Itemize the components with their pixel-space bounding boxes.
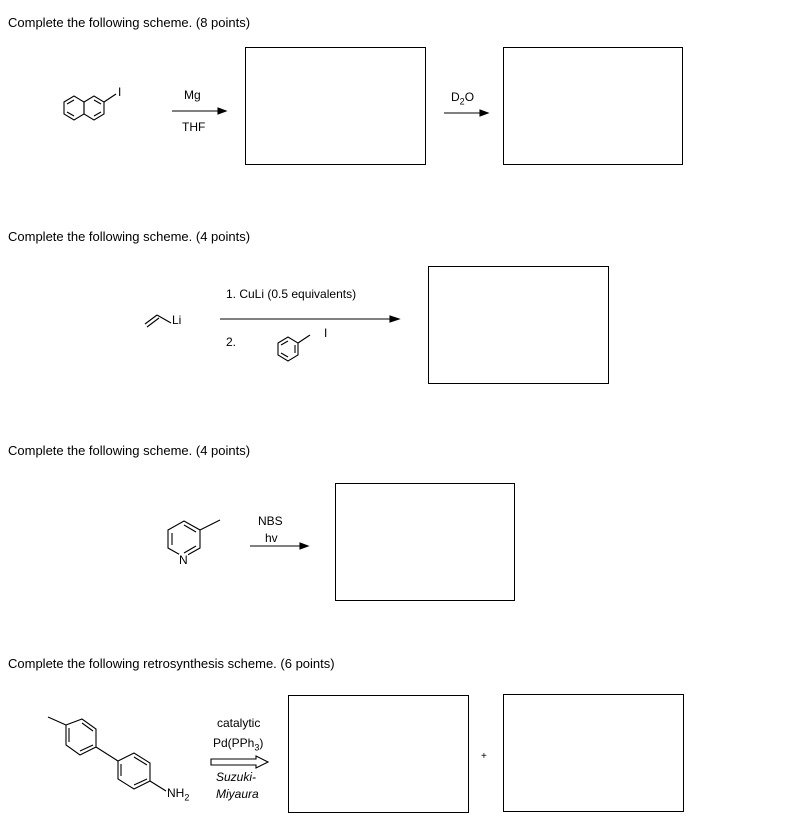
- reaction-arrow-1: [170, 106, 230, 116]
- reagent-hv: hv: [265, 531, 278, 545]
- named-reaction-line-2: Miyaura: [216, 787, 259, 801]
- methylpyridine-structure: [160, 508, 230, 578]
- reaction-arrow-3: [218, 314, 403, 324]
- problem-4-heading: Complete the following retrosynthesis scheme. (6 points): [8, 656, 335, 671]
- answer-box-1b[interactable]: [503, 47, 683, 165]
- reaction-arrow-4: [248, 541, 313, 551]
- condition-catalyst: Pd(PPh$_3$): [213, 736, 264, 753]
- iodine-label: I: [118, 85, 122, 99]
- named-reaction-line-1: Suzuki-: [216, 770, 257, 784]
- condition-catalytic: catalytic: [217, 716, 261, 730]
- retrosynthesis-arrow: [208, 755, 273, 769]
- answer-box-3[interactable]: [335, 483, 515, 601]
- iodobenzene-structure: [270, 325, 340, 375]
- reagent-d2o: $D_2O$: [451, 90, 475, 107]
- problem-1-heading: Complete the following scheme. (8 points): [8, 15, 251, 30]
- amine-label: $NH_2$: [167, 786, 190, 803]
- answer-box-1a[interactable]: [245, 47, 426, 165]
- nitrogen-label: N: [179, 553, 188, 567]
- problem-2-heading: Complete the following scheme. (4 points): [8, 229, 251, 244]
- iodine-label-2: I: [324, 326, 328, 340]
- reagent-thf: THF: [182, 120, 206, 134]
- reagent-nbs: NBS: [258, 514, 283, 528]
- problem-3-heading: Complete the following scheme. (4 points): [8, 443, 251, 458]
- iodonaphthalene-structure: [50, 80, 180, 140]
- reagent-mg: Mg: [184, 88, 201, 102]
- reaction-arrow-2: [442, 108, 492, 118]
- reagent-cuLi: 1. CuLi (0.5 equivalents): [226, 287, 357, 301]
- answer-box-4a[interactable]: [288, 695, 469, 813]
- plus-sign: +: [481, 751, 487, 762]
- reagent-step-2: 2.: [226, 335, 237, 349]
- answer-box-4b[interactable]: [503, 694, 684, 812]
- lithium-label: Li: [172, 313, 182, 327]
- answer-box-2[interactable]: [428, 266, 609, 384]
